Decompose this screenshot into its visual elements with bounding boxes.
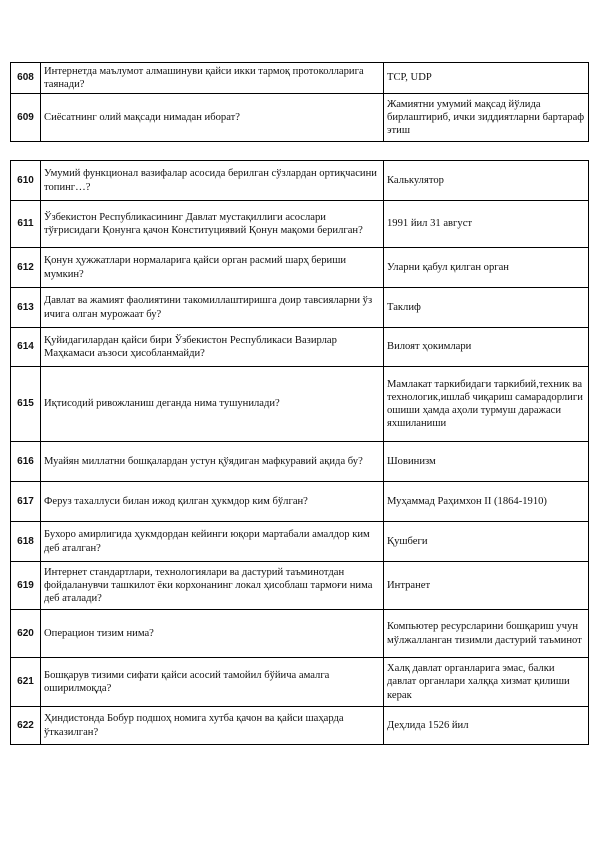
table-row — [11, 442, 589, 482]
qa-table-main-body — [11, 161, 589, 745]
question-cell: Операцион тизим нима? — [41, 610, 384, 658]
answer-cell: TCP, UDP — [384, 63, 589, 94]
row-number: 612 — [11, 248, 41, 288]
row-number: 616 — [11, 442, 41, 482]
question-cell: Қуйидагилардан қайси бири Ўзбекистон Республикаси Вазирлар Маҳкамаси аъзоси ҳисобланмайди? — [41, 328, 384, 367]
question-cell: Ўзбекистон Республикасининг Давлат мустақиллиги асослари тўғрисидаги Қонунга қачон Конституциявий Қонун мақоми берилган? — [41, 201, 384, 248]
question-cell: Давлат ва жамият фаолиятини такомиллаштиришга доир тавсияларни ўз ичига олган мурожаат бу? — [41, 288, 384, 328]
question-cell: Қонун ҳужжатлари нормаларига қайси орган расмий шарҳ бериши мумкин? — [41, 248, 384, 288]
row-number: 611 — [11, 201, 41, 248]
answer-cell: 1991 йил 31 август — [384, 201, 589, 248]
row-number: 613 — [11, 288, 41, 328]
answer-cell: Калькулятор — [384, 161, 589, 201]
answer-cell: Деҳлида 1526 йил — [384, 707, 589, 745]
question-cell: Умумий функционал вазифалар асосида берилган сўзлардан ортиқчасини топинг…? — [41, 161, 384, 201]
table-row — [11, 328, 589, 367]
answer-cell: Шовинизм — [384, 442, 589, 482]
answer-cell: Компьютер ресурсларини бошқариш учун мўлжалланган тизимли дастурий таъминот — [384, 610, 589, 658]
answer-cell: Қушбеги — [384, 522, 589, 562]
qa-table-main — [10, 160, 589, 745]
question-cell: Бухоро амирлигида ҳукмдордан кейинги юқори мартабали амалдор ким деб аталган? — [41, 522, 384, 562]
question-cell: Иқтисодий ривожланиш деганда нима тушунилади? — [41, 367, 384, 442]
question-cell: Сиёсатнинг олий мақсади нимадан иборат? — [41, 94, 384, 142]
row-number: 609 — [11, 94, 41, 142]
answer-cell: Вилоят ҳокимлари — [384, 328, 589, 367]
table-row — [11, 562, 589, 610]
question-cell: Интернет стандартлари, технологиялари ва дастурий таъминотдан фойдаланувчи ташкилот ёки корхонанинг локал ҳисоблаш тармоғи нима деб аталади? — [41, 562, 384, 610]
table-row — [11, 707, 589, 745]
table-row — [11, 161, 589, 201]
row-number: 608 — [11, 63, 41, 94]
table-row — [11, 610, 589, 658]
table-row — [11, 658, 589, 707]
row-number: 617 — [11, 482, 41, 522]
question-cell: Интернетда маълумот алмашинуви қайси икки тармоқ протоколларига таянади? — [41, 63, 384, 94]
table-row — [11, 367, 589, 442]
row-number: 622 — [11, 707, 41, 745]
answer-cell: Интранет — [384, 562, 589, 610]
qa-table-top-body — [11, 63, 589, 142]
table-row — [11, 248, 589, 288]
answer-cell: Халқ давлат органларига эмас, балки давлат органлари халққа хизмат қилиши керак — [384, 658, 589, 707]
table-row — [11, 201, 589, 248]
question-cell: Феруз тахаллуси билан ижод қилган ҳукмдор ким бўлган? — [41, 482, 384, 522]
row-number: 618 — [11, 522, 41, 562]
table-row — [11, 63, 589, 94]
table-row — [11, 522, 589, 562]
answer-cell: Таклиф — [384, 288, 589, 328]
row-number: 621 — [11, 658, 41, 707]
row-number: 615 — [11, 367, 41, 442]
question-cell: Бошқарув тизими сифати қайси асосий тамойил бўйича амалга оширилмоқда? — [41, 658, 384, 707]
answer-cell: Уларни қабул қилган орган — [384, 248, 589, 288]
answer-cell: Жамиятни умумий мақсад йўлида бирлаштириб, ички зиддиятларни бартараф этиш — [384, 94, 589, 142]
row-number: 610 — [11, 161, 41, 201]
table-row — [11, 482, 589, 522]
row-number: 614 — [11, 328, 41, 367]
row-number: 619 — [11, 562, 41, 610]
answer-cell: Муҳаммад Раҳимхон II (1864-1910) — [384, 482, 589, 522]
answer-cell: Мамлакат таркибидаги таркибий,техник ва технологик,ишлаб чиқариш самарадорлиги ошиши ҳамда аҳоли турмуш даражаси яхшиланиши — [384, 367, 589, 442]
row-number: 620 — [11, 610, 41, 658]
question-cell: Ҳиндистонда Бобур подшоҳ номига хутба қачон ва қайси шаҳарда ўтказилган? — [41, 707, 384, 745]
qa-table-top — [10, 62, 589, 142]
table-row — [11, 94, 589, 142]
question-cell: Муайян миллатни бошқалардан устун қўядиган мафкуравий ақида бу? — [41, 442, 384, 482]
table-row — [11, 288, 589, 328]
